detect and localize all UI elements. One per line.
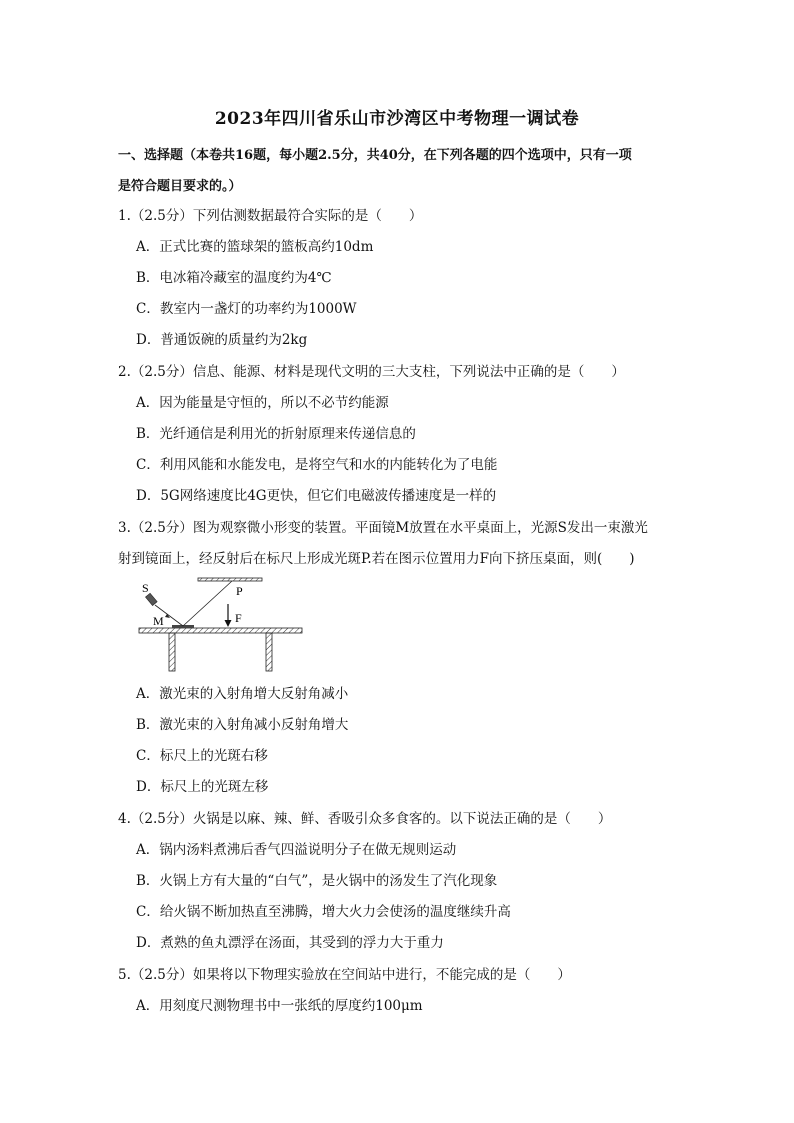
question-5-option-a: A．用刻度尺测物理书中一张纸的厚度约100μm <box>136 998 423 1014</box>
question-3-stem-cont: 射到镜面上，经反射后在标尺上形成光斑P.若在图示位置用力F向下挤压桌面，则( ) <box>118 551 635 567</box>
question-2-stem: 2.（2.5分）信息、能源、材料是现代文明的三大支柱，下列说法中正确的是（ ） <box>118 364 625 380</box>
table-leg-left <box>169 633 175 671</box>
question-4-option-a: A．锅内汤料煮沸后香气四溢说明分子在做无规则运动 <box>136 842 457 858</box>
question-4-option-b: B．火锅上方有大量的“白气”，是火锅中的汤发生了汽化现象 <box>136 873 498 889</box>
label-m: M <box>153 614 164 628</box>
question-1-option-b: B．电冰箱冷藏室的温度约为4℃ <box>136 270 332 286</box>
section-heading-line2: 是符合题目要求的。） <box>118 179 242 194</box>
section-heading-line1: 一、选择题（本卷共16题，每小题2.5分，共40分，在下列各题的四个选项中，只有一项 <box>118 148 632 163</box>
question-3-option-a: A．激光束的入射角增大反射角减小 <box>136 686 349 702</box>
mirror <box>172 625 194 628</box>
question-3-option-d: D．标尺上的光斑左移 <box>136 779 269 795</box>
force-arrowhead <box>225 620 232 627</box>
question-2-option-a: A．因为能量是守恒的，所以不必节约能源 <box>136 395 389 411</box>
page-title: 2023年四川省乐山市沙湾区中考物理一调试卷 <box>214 109 580 129</box>
table-leg-right <box>266 633 272 671</box>
reflected-ray <box>183 581 232 626</box>
question-1-option-a: A．正式比赛的篮球架的篮板高约10dm <box>136 239 374 255</box>
label-f: F <box>235 611 242 625</box>
question-4-option-d: D．煮熟的鱼丸漂浮在汤面，其受到的浮力大于重力 <box>136 935 444 951</box>
question-2-option-c: C．利用风能和水能发电，是将空气和水的内能转化为了电能 <box>136 457 498 473</box>
label-s: S <box>142 581 149 595</box>
question-3-stem: 3.（2.5分）图为观察微小形变的装置。平面镜M放置在水平桌面上，光源S发出一束激光 <box>118 520 648 536</box>
question-5-stem: 5.（2.5分）如果将以下物理实验放在空间站中进行，不能完成的是（ ） <box>118 967 571 983</box>
question-1-option-d: D．普通饭碗的质量约为2kg <box>136 332 308 348</box>
question-1-option-c: C．教室内一盏灯的功率约为1000W <box>136 301 357 317</box>
question-3-option-c: C．标尺上的光斑右移 <box>136 748 268 764</box>
question-4-option-c: C．给火锅不断加热直至沸腾，增大火力会使汤的温度继续升高 <box>136 904 511 920</box>
question-2-option-b: B．光纤通信是利用光的折射原理来传递信息的 <box>136 426 416 442</box>
label-p: P <box>236 584 243 598</box>
mirror-deformation-figure <box>136 576 306 674</box>
ruler-bar <box>198 578 262 581</box>
question-4-stem: 4.（2.5分）火锅是以麻、辣、鲜、香吸引众多食客的。以下说法正确的是（ ） <box>118 811 612 827</box>
question-1-stem: 1.（2.5分）下列估测数据最符合实际的是（ ） <box>118 208 423 224</box>
question-2-option-d: D．5G网络速度比4G更快，但它们电磁波传播速度是一样的 <box>136 488 497 504</box>
light-source <box>145 593 157 605</box>
table-top <box>139 628 302 633</box>
question-3-option-b: B．激光束的入射角减小反射角增大 <box>136 717 349 733</box>
